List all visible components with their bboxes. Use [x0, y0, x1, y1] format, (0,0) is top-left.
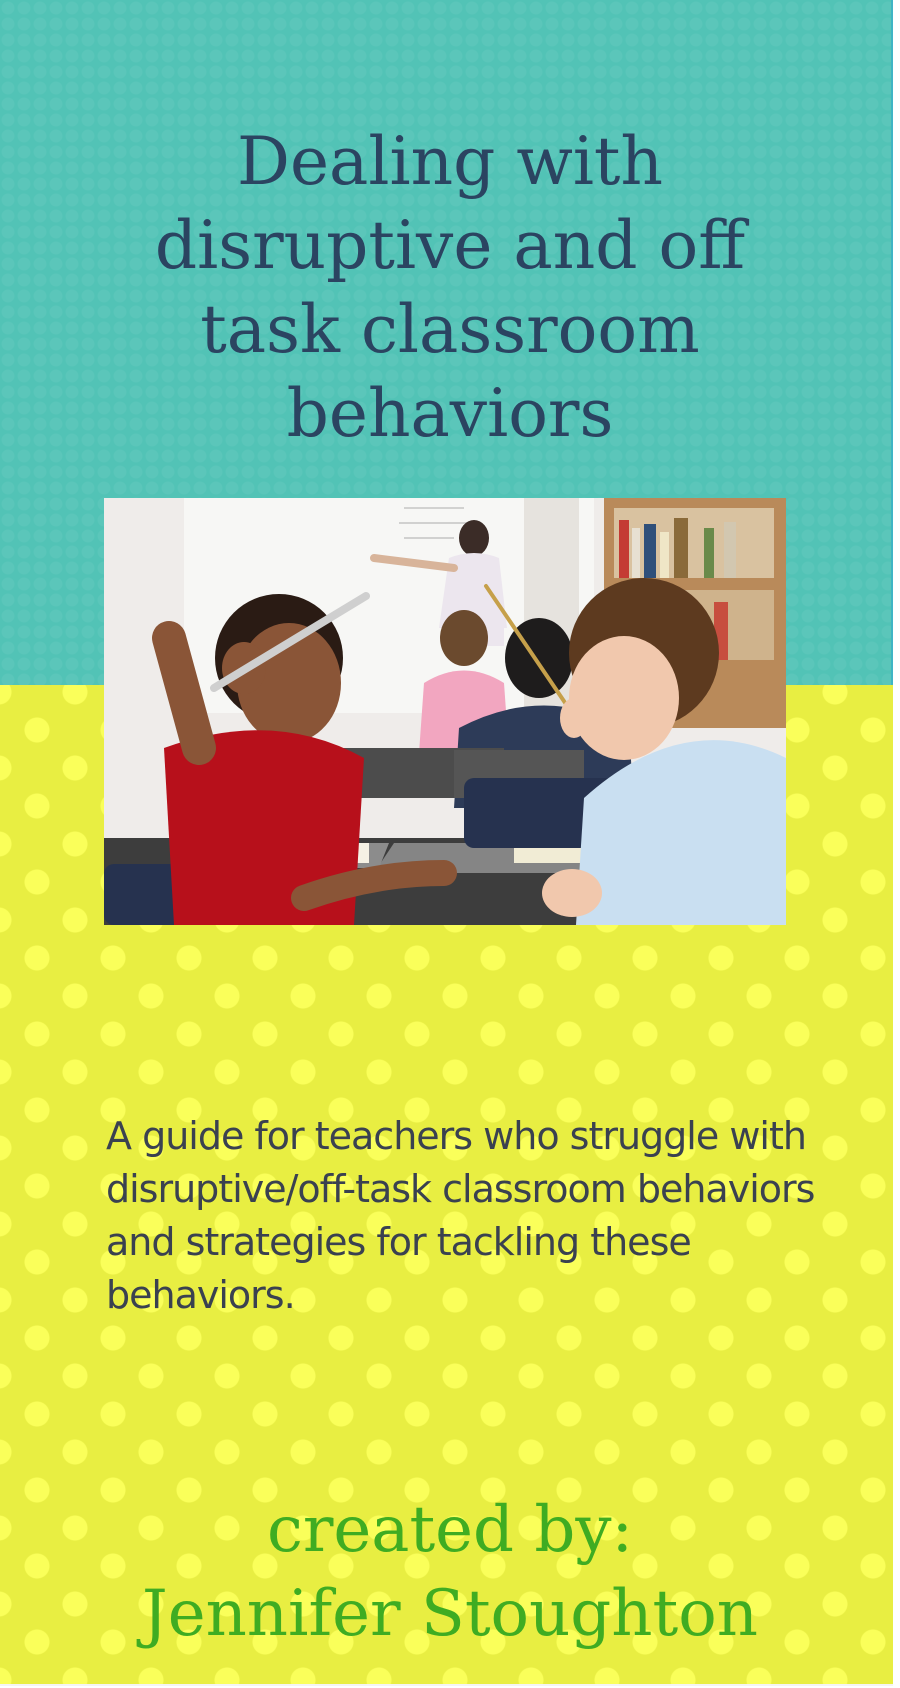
- page-title: Dealing with disruptive and off task classroom behaviors: [154, 123, 746, 452]
- credit-label: created by:: [266, 1493, 634, 1567]
- teal-edge-line: [891, 0, 893, 685]
- guide-description: A guide for teachers who struggle with disruptive/off-task classroom behaviors and strategies for tackling these behaviors.: [106, 1114, 815, 1317]
- author-credit: [50, 1488, 850, 1656]
- author-name: Jennifer Stoughton: [142, 1577, 758, 1651]
- classroom-photo: [104, 498, 786, 925]
- bottom-divider: [0, 1684, 893, 1686]
